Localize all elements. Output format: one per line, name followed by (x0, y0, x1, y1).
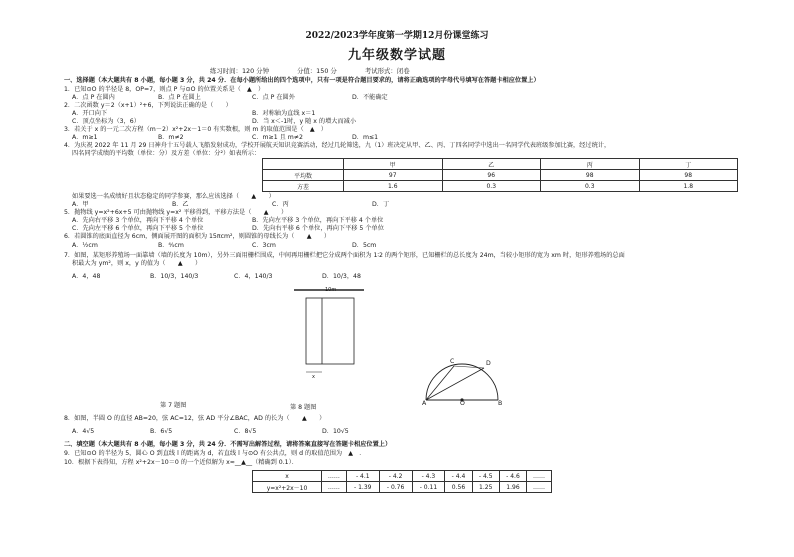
table-cell: - 4.3 (412, 471, 445, 482)
section1-heading: 一、选择题（本大题共有 8 小题，每小题 3 分，共 24 分．在每小题所给出的四个选项中，只有一项是符合题目要求的，请将正确选项的字母代号填写在答题卡相应位置上） (64, 77, 540, 84)
q2-stem: 2．二次函数 y＝2（x+1）²+6，下列说法正确的是（ ） (64, 102, 232, 109)
q3-option-a: A．m≥1 (72, 134, 98, 141)
fig8-label-c: C (450, 358, 455, 365)
table-cell: …… (527, 482, 552, 493)
table-cell: x (253, 471, 322, 482)
q4-option-c: C．丙 (272, 201, 289, 208)
table-cell: - 4.6 (499, 471, 526, 482)
q2-option-d: D．当 x＜-1时，y 随 x 的增大而减小 (252, 118, 357, 125)
q5-option-b: B．先向左平移 3 个单位，再向下平移 4 个单位 (252, 217, 384, 224)
q1-option-c: C．点 P 在圆外 (252, 94, 295, 101)
table-row (263, 170, 738, 181)
table-cell: - 0.76 (379, 482, 412, 493)
table-cell: y=x²+2x－10 (253, 482, 322, 493)
q8-option-c: C．8√5 (234, 428, 257, 435)
table-cell: 1.96 (499, 482, 526, 493)
q7-stem-line1: 7．如图，某矩形养殖场一面靠墙（墙的长度为 10m），另外三面用栅栏围成，中间再用栅栏把它分成两个面积为 1∶2 的两个矩形，已知栅栏的总长度为 24m，当较小矩形的宽为 xm 时，矩形养殖场的总面 (64, 252, 625, 259)
q7-option-b: B．10/3，140/3 (150, 273, 199, 280)
fig7-wall-label: 10m (325, 287, 337, 293)
q2-option-b: B．对称轴为直线 x＝1 (252, 110, 316, 117)
table-cell: 98 (541, 170, 640, 181)
q8-option-d: D．10√5 (322, 428, 349, 435)
table-cell: 96 (442, 170, 541, 181)
exam-title: 2022/2023学年度第一学期12月份课堂练习 (305, 31, 489, 41)
q6-option-b: B．⅘cm (158, 242, 184, 249)
table-cell: - 4.4 (445, 471, 472, 482)
q8-option-b: B．6√5 (150, 428, 173, 435)
q7-option-c: C．4，140/3 (234, 273, 273, 280)
q8-stem: 8．如图，半圆 O 的直径 AB=20，弦 AC=12，弦 AD 平分∠BAC，AD 的长为（ ▲ ） (64, 415, 326, 422)
fig8-label-d: D (486, 360, 491, 367)
q2-option-c: C．顶点坐标为（3，6） (72, 118, 140, 125)
table-header-cell: 丙 (541, 159, 640, 170)
table-cell: 98 (639, 170, 738, 181)
table-row (263, 181, 738, 192)
q6-option-d: D．5cm (352, 242, 377, 249)
q5-option-a: A．先向右平移 3 个单位，再向下平移 4 个单位 (72, 217, 204, 224)
q10-stem: 10．根据下表得知，方程 x²+2x－10＝0 的一个近似解为 x≈__▲__（精确到 0.1）． (64, 459, 298, 466)
table-row (253, 482, 552, 493)
q7-option-d: D．10/3，48 (322, 273, 361, 280)
semicircle-arc (426, 364, 498, 400)
exam-form: 考试形式：闭卷 (364, 67, 410, 75)
exam-meta (210, 66, 436, 75)
q6-stem: 6．若圆锥的底面直径为 6cm，侧面展开图的面积为 15πcm²，则圆锥的母线长为（ ▲ ） (64, 233, 331, 240)
q1-option-b: B．点 P 在圆上 (158, 94, 201, 101)
table-row (263, 159, 738, 170)
q4-score-table (262, 158, 738, 192)
q4-option-b: B．乙 (172, 201, 189, 208)
q7-stem-line2: 积最大为 ym²，则 x，y 的值为（ ▲ ） (72, 260, 202, 267)
table-cell: 0.56 (445, 482, 472, 493)
table-header-cell: 乙 (442, 159, 541, 170)
exam-subject-title: 九年级数学试题 (347, 48, 446, 63)
table-cell: …… (527, 471, 552, 482)
table-cell: 方差 (263, 181, 344, 192)
fig7-x-label: x (312, 374, 315, 380)
q1-stem: 1．已知⊙O 的半径是 8，OP=7，则点 P 与⊙O 的位置关系是（ ▲ ） (64, 86, 265, 93)
chord-cd (454, 366, 484, 368)
fig8-label-a: A (422, 400, 427, 407)
table-header-cell: 甲 (344, 159, 443, 170)
q3-option-d: D．m≤1 (352, 134, 379, 141)
q2-option-a: A．开口向下 (72, 110, 108, 117)
table-header-cell (263, 159, 344, 170)
q6-option-a: A．½cm (72, 242, 98, 249)
table-cell: 平均数 (263, 170, 344, 181)
exam-score: 分值：150 分 (297, 67, 337, 75)
q4-stem-line1: 4．为庆祝 2022 年 11 月 29 日神舟十五号载人飞船发射成功，学校开展航天知识竞赛活动，经过几轮筛选，九（1）班决定从甲、乙、丙、丁四名同学中选出一名同学代表班级参加比赛，经过统计， (64, 142, 611, 149)
figure-8-semicircle (420, 354, 504, 406)
q3-option-b: B．m≠2 (158, 134, 184, 141)
q4-stem-line2: 四名同学成绩的平均数（单位：分）及方差（单位：分²）如表所示： (72, 150, 261, 157)
q5-option-c: C．先向左平移 6 个单位，再向下平移 5 个单位 (72, 225, 204, 232)
table-cell: 0.3 (442, 181, 541, 192)
table-cell: 97 (344, 170, 443, 181)
q7-option-a: A．4，48 (72, 273, 101, 280)
table-cell: …… (322, 471, 347, 482)
table-cell: 1.25 (472, 482, 499, 493)
table-header-cell: 丁 (639, 159, 738, 170)
table-cell: - 1.39 (346, 482, 379, 493)
fig8-caption: 第 8 题图 (290, 404, 317, 411)
enclosure-outline (306, 298, 354, 364)
figure-7-enclosure (284, 284, 374, 404)
table-cell: - 4.1 (346, 471, 379, 482)
table-cell: …… (322, 482, 347, 493)
table-cell: 0.3 (541, 181, 640, 192)
table-cell: 1.6 (344, 181, 443, 192)
q1-option-d: D．不能确定 (352, 94, 388, 101)
section2-heading: 二、填空题（本大题共有 8 小题，每小题 3 分，共 24 分．不需写出解答过程，请将答案直接写在答题卡相应位置上） (64, 441, 392, 448)
q10-value-table (252, 470, 552, 493)
fig8-label-b: B (498, 400, 503, 407)
q4-stem-line3: 如果要选一名成绩好且状态稳定的同学参赛，那么应该选择（ ▲ ） (72, 193, 275, 200)
table-row (253, 471, 552, 482)
q9-stem: 9．已知⊙O 的半径为 5，圆心 O 到直线 l 的距离为 d，若直线 l 与⊙O 有公共点，则 d 的取值范围为 ▲ ． (64, 450, 366, 457)
q6-option-c: C．3cm (252, 242, 276, 249)
q4-option-a: A．甲 (72, 201, 89, 208)
chord-ad (426, 368, 484, 400)
q8-option-a: A．4√5 (72, 428, 95, 435)
q5-stem: 5．抛物线 y=x²+6x+5 可由抛物线 y=x² 平移得到，平移方法是（ ▲ ） (64, 209, 288, 216)
fig8-label-o: O (460, 400, 465, 407)
q3-stem: 3．若关于 x 的一元二次方程（m－2）x²+2x－1＝0 有实数根，则 m 的取值范围是（ ▲ ） (64, 126, 327, 133)
table-cell: - 4.5 (472, 471, 499, 482)
table-cell: - 0.11 (412, 482, 445, 493)
q5-option-d: D．先向右平移 6 个单位，再向下平移 5 个单位 (252, 225, 384, 232)
table-cell: 1.8 (639, 181, 738, 192)
exam-time: 练习时间：120 分钟 (210, 67, 269, 75)
q1-option-a: A．点 P 在圆内 (72, 94, 115, 101)
fig7-caption: 第 7 题图 (160, 402, 187, 409)
q3-option-c: C．m≥1 且 m≠2 (252, 134, 303, 141)
table-cell: - 4.2 (379, 471, 412, 482)
q4-option-d: D．丁 (372, 201, 390, 208)
